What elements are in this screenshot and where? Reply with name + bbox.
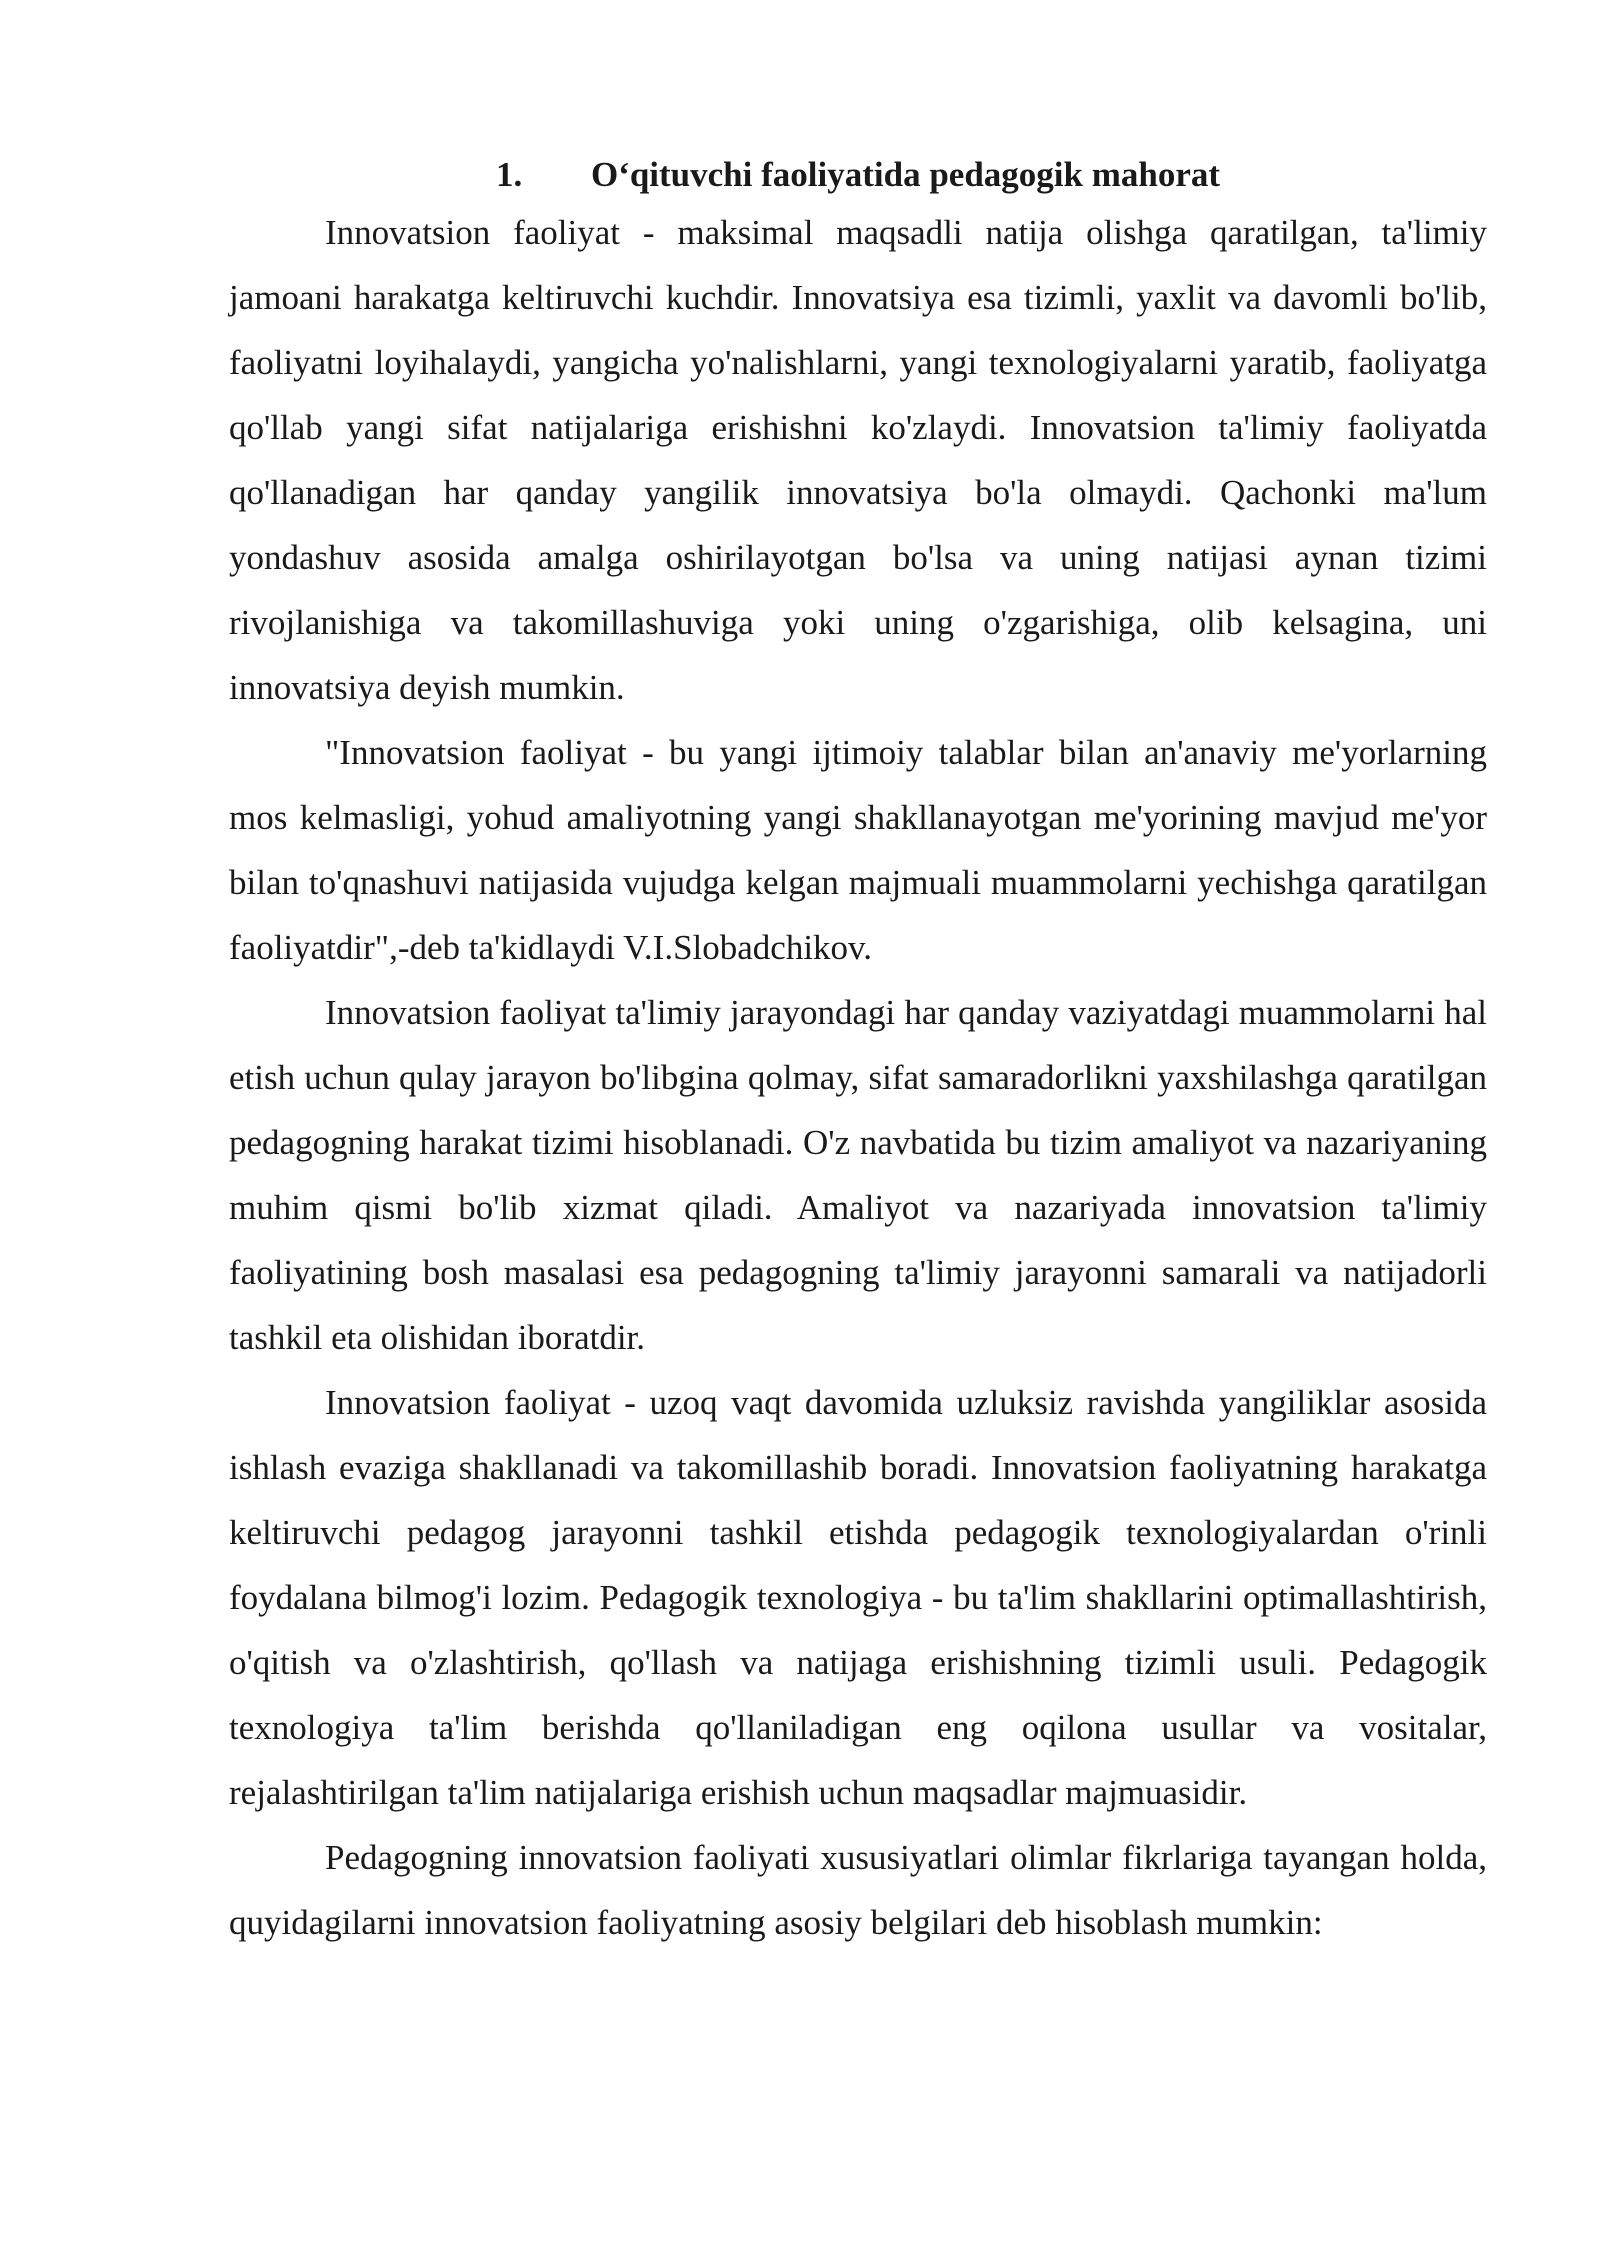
section-number: 1. — [495, 155, 523, 194]
section-title: O‘qituvchi faoliyatida pedagogik mahorat — [590, 155, 1221, 194]
paragraph-2: "Innovatsion faoliyat - bu yangi ijtimoiy talablar bilan an'anaviy me'yorlarning mos kelmasligi, yohud amaliyotning yangi shakllanayotgan me'yorining mavjud me'yor bilan to'qnashuvi natijasida vujudga kelgan majmuali muammolarni yechishga qaratilgan faoliyatdir",-deb ta'kidlaydi V.I.Slobadchikov. — [229, 733, 1487, 967]
paragraph-4: Innovatsion faoliyat - uzoq vaqt davomida uzluksiz ravishda yangiliklar asosida ishlash evaziga shakllanadi va takomillashib boradi. Innovatsion faoliyatning harakatga keltiruvchi pedagog jarayonni tashkil etishda pedagogik texnologiyalardan o'rinli foydalana bilmog'i lozim. Pedagogik texnologiya - bu ta'lim shakllarini optimallashtirish, o'qitish va o'zlashtirish, qo'llash va natijaga erishishning tizimli usuli. Pedagogik texnologiya ta'lim berishda qo'llaniladigan eng oqilona usullar va vositalar, rejalashtirilgan ta'lim natijalariga erishish uchun maqsadlar majmuasidir. — [229, 1383, 1487, 1812]
section-heading — [229, 150, 1487, 200]
paragraph-1: Innovatsion faoliyat - maksimal maqsadli natija olishga qaratilgan, ta'limiy jamoani harakatga keltiruvchi kuchdir. Innovatsiya esa tizimli, yaxlit va davomli bo'lib, faoliyatni loyihalaydi, yangicha yo'nalishlarni, yangi texnologiyalarni yaratib, faoliyatga qo'llab yangi sifat natijalariga erishishni ko'zlaydi. Innovatsion ta'limiy faoliyatda qo'llanadigan har qanday yangilik innovatsiya bo'la olmaydi. Qachonki ma'lum yondashuv asosida amalga oshirilayotgan bo'lsa va uning natijasi aynan tizimi rivojlanishiga va takomillashuviga yoki uning o'zgarishiga, olib kelsagina, uni innovatsiya deyish mumkin. — [229, 213, 1487, 707]
paragraph-3: Innovatsion faoliyat ta'limiy jarayondagi har qanday vaziyatdagi muammolarni hal etish uchun qulay jarayon bo'libgina qolmay, sifat samaradorlikni yaxshilashga qaratilgan pedagogning harakat tizimi hisoblanadi. O'z navbatida bu tizim amaliyot va nazariyaning muhim qismi bo'lib xizmat qiladi. Amaliyot va nazariyada innovatsion ta'limiy faoliyatining bosh masalasi esa pedagogning ta'limiy jarayonni samarali va natijadorli tashkil eta olishidan iboratdir. — [229, 993, 1487, 1357]
paragraph-5: Pedagogning innovatsion faoliyati xususiyatlari olimlar fikrlariga tayangan holda, quyidagilarni innovatsion faoliyatning asosiy belgilari deb hisoblash mumkin: — [229, 1838, 1487, 1942]
document-body — [229, 150, 1487, 1955]
